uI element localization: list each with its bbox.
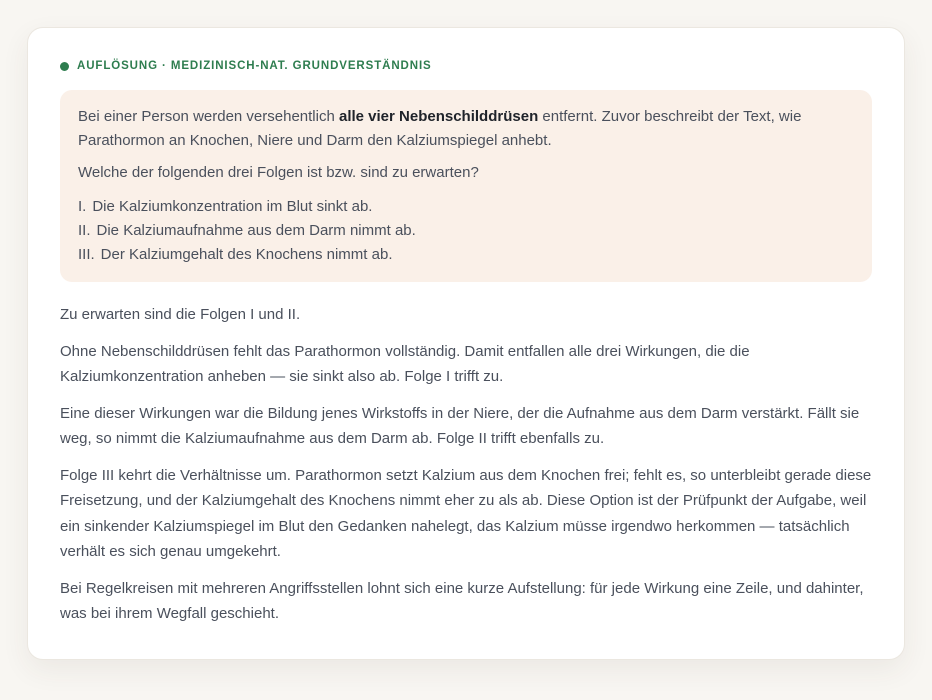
option-text: Die Kalziumaufnahme aus dem Darm nimmt ab. (96, 222, 416, 239)
answer-paragraph-2: Eine dieser Wirkungen war die Bildung jenes Wirkstoffs in der Niere, der die Aufnahme aus dem Darm verstärkt. Fällt sie weg, so nimmt die Kalziumaufnahme aus dem Darm ab. Folge II trifft ebenfalls zu. (60, 404, 860, 447)
option-item-1 (78, 195, 854, 219)
option-item-3 (78, 243, 854, 267)
option-number: II. (78, 222, 91, 239)
eyebrow-label: AUFLÖSUNG · MEDIZINISCH-NAT. GRUNDVERSTÄNDNIS (77, 60, 432, 72)
question-intro-after: entfernt. Zuvor beschreibt der Text, wie Parathormon an Knochen, Niere und Darm den Kalziumspiegel anhebt. (78, 108, 802, 149)
question-box (60, 90, 872, 282)
answer-paragraph-3: Folge III kehrt die Verhältnisse um. Parathormon setzt Kalzium aus dem Knochen frei; fehlt es, so unterbleibt gerade diese Freisetzung, und der Kalziumgehalt des Knochens nimmt eher zu als ab. Diese Option ist der Prüfpunkt der Aufgabe, weil ein sinkender Kalziumspiegel im Blut den Gedanken nahelegt, das Kalzium müsse irgendwo herkommen — tatsächlich verhält es sich genau umgekehrt. (60, 466, 872, 560)
option-item-2 (78, 219, 854, 243)
answer-summary: Zu erwarten sind die Folgen I und II. (60, 306, 301, 323)
option-text: Der Kalziumgehalt des Knochens nimmt ab. (100, 246, 393, 263)
status-dot-icon (60, 62, 69, 71)
option-text: Die Kalziumkonzentration im Blut sinkt ab. (92, 198, 373, 215)
answer-paragraph-1: Ohne Nebenschilddrüsen fehlt das Parathormon vollständig. Damit entfallen alle drei Wirkungen, die die Kalziumkonzentration anheben — sie sinkt also ab. Folge I trifft zu. (60, 342, 750, 385)
option-number: I. (78, 198, 87, 215)
answer-section (60, 302, 872, 627)
answer-tip: Bei Regelkreisen mit mehreren Angriffsstellen lohnt sich eine kurze Aufstellung: für jede Wirkung eine Zeile, und dahinter, was bei ihrem Wegfall geschieht. (60, 579, 864, 622)
question-prompt: Welche der folgenden drei Folgen ist bzw. sind zu erwarten? (78, 164, 479, 181)
question-intro (78, 105, 854, 153)
option-number: III. (78, 246, 95, 263)
solution-card (27, 27, 905, 660)
options-list (78, 195, 854, 267)
question-intro-bold: alle vier Nebenschilddrüsen (338, 108, 539, 125)
question-intro-before: Bei einer Person werden versehentlich (78, 108, 339, 125)
section-eyebrow (60, 58, 872, 74)
